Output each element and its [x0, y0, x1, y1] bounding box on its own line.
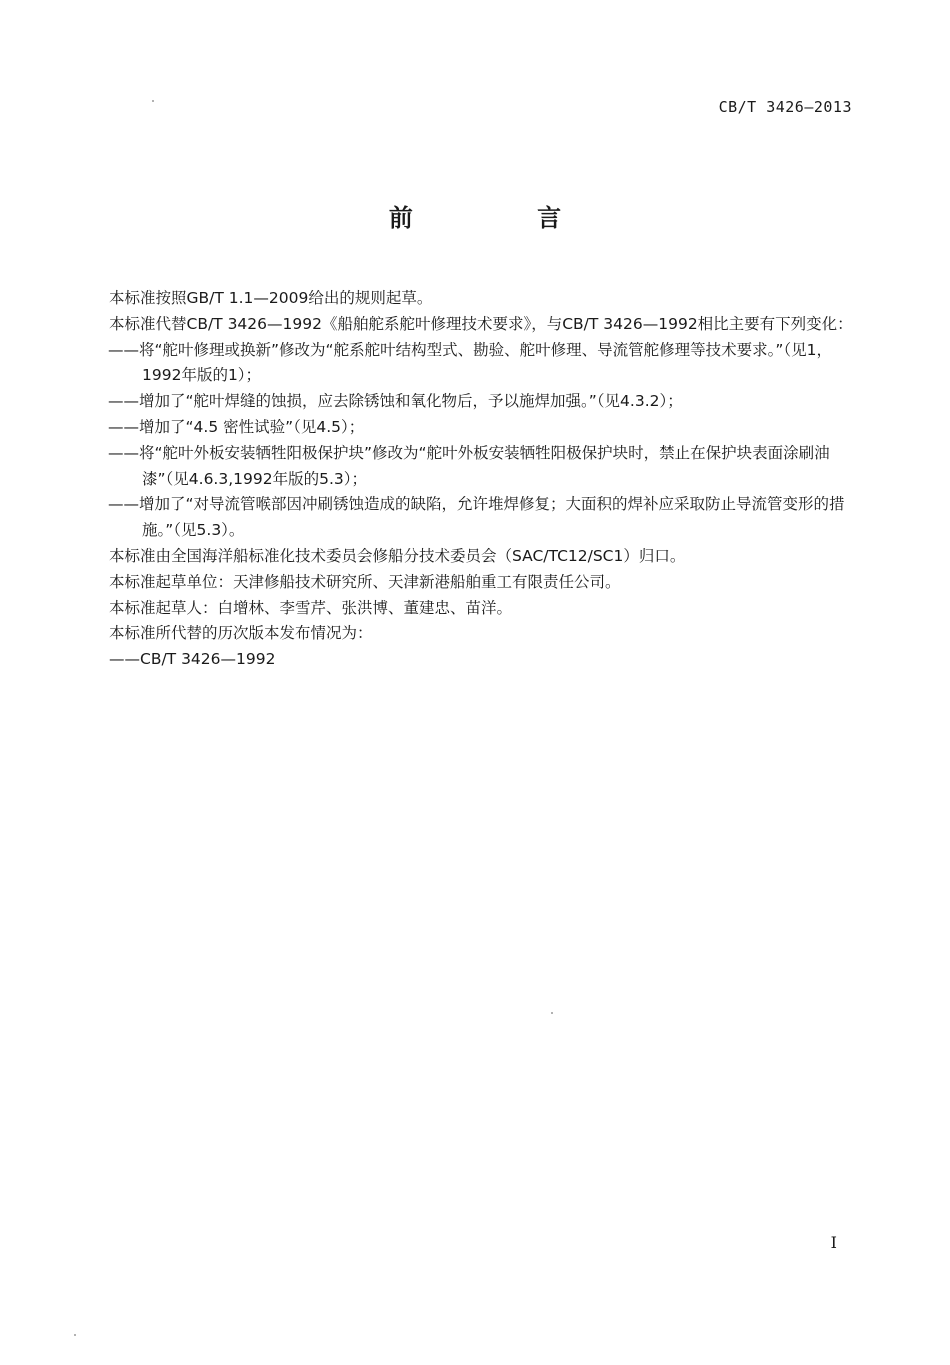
change-item: ——增加了“对导流管喉部因冲刷锈蚀造成的缺陷，允许堆焊修复；大面积的焊补应采取防止导流管变形的措施。”（见5.3）。: [108, 495, 845, 540]
change-item: ——增加了“4.5 密性试验”（见4.5）；: [108, 417, 365, 436]
paragraph-drafting-units: 本标准起草单位：天津修船技术研究所、天津新港船舶重工有限责任公司。: [109, 572, 621, 591]
page-number: I: [830, 1233, 837, 1252]
change-item: ——将“舵叶修理或换新”修改为“舵系舵叶结构型式、勘验、舵叶修理、导流管舵修理等技术要求。”（见1，1992年版的1）；: [108, 340, 832, 385]
standard-code: CB/T 3426—2013: [718, 98, 852, 116]
paragraph-drafting-rules: 本标准按照GB/T 1.1—2009给出的规则起草。: [109, 289, 433, 307]
change-item: ——增加了“舵叶焊缝的蚀损，应去除锈蚀和氧化物后，予以施焊加强。”（见4.3.2）；: [108, 392, 683, 411]
change-item: ——将“舵叶外板安装牺牲阳极保护块”修改为“舵叶外板安装牺牲阳极保护块时，禁止在保护块表面涂刷油漆”（见4.6.3,1992年版的5.3）；: [108, 443, 830, 488]
previous-version-item: ——CB/T 3426—1992: [109, 650, 276, 669]
paragraph-previous-editions: 本标准所代替的历次版本发布情况为：: [109, 624, 373, 643]
scan-speck: [152, 100, 154, 102]
scan-speck: [551, 1012, 553, 1014]
paragraph-management: 本标准由全国海洋船标准化技术委员会修船分技术委员会（SAC/TC12/SC1）归口。: [109, 546, 686, 565]
scan-speck: [74, 1334, 76, 1336]
paragraph-drafters: 本标准起草人：白增林、李雪芹、张洪博、董建忠、苗洋。: [109, 598, 513, 617]
foreword-body: [78, 286, 858, 673]
paragraph-replacement: 本标准代替CB/T 3426—1992《船舶舵系舵叶修理技术要求》，与CB/T 3426—1992相比主要有下列变化：: [109, 314, 853, 333]
page-title: 前 言: [388, 204, 620, 232]
